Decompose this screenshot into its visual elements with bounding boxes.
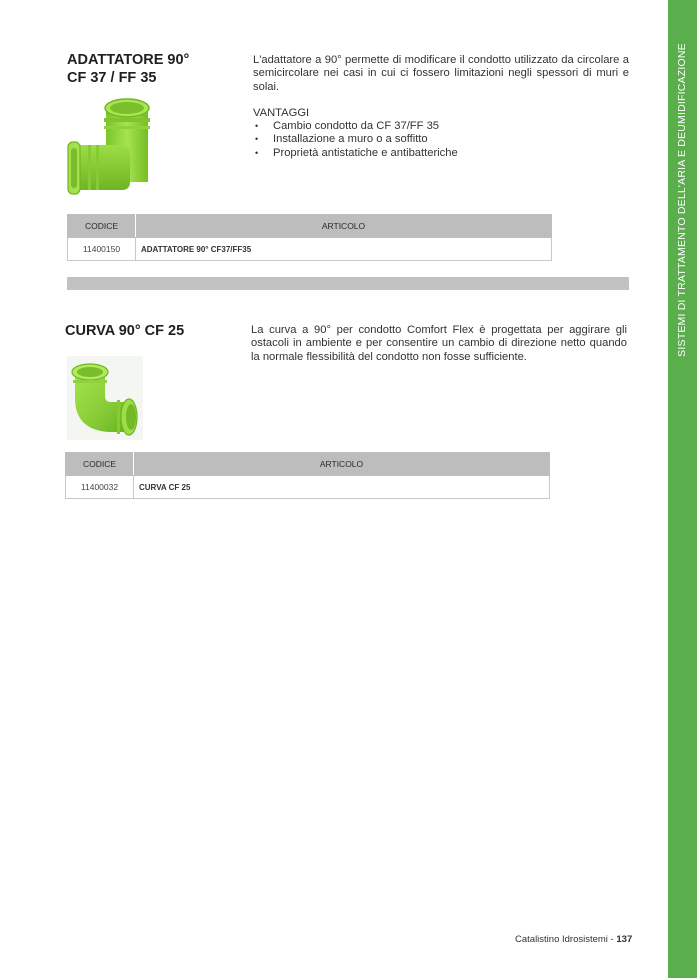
list-item: • Installazione a muro o a soffitto: [253, 133, 629, 146]
table-row: [68, 238, 552, 261]
page-footer: [515, 934, 632, 945]
product1-title-line-1: ADATTATORE 90°: [67, 52, 190, 68]
adapter-90-image: [66, 90, 154, 198]
product2-title: CURVA 90° CF 25: [65, 323, 185, 339]
footer-catalog-name: Catalistino Idrosistemi -: [515, 934, 614, 945]
list-item: • Cambio condotto da CF 37/FF 35: [253, 120, 629, 133]
table-header-row: [68, 215, 552, 238]
column-header-articolo: ARTICOLO: [134, 453, 550, 476]
product1-title-line-2: CF 37 / FF 35: [67, 70, 157, 86]
product1-title: [67, 51, 189, 87]
column-header-codice: CODICE: [68, 215, 136, 238]
product2-table: [65, 452, 550, 499]
table-cell-code: 11400150: [68, 238, 136, 261]
product2-description: La curva a 90° per condotto Comfort Flex è progettata per aggirare gli ostacoli in ambiente e per consentire un cambio di direzione netto quando la normale flessibilità del condotto non fosse sufficiente.: [251, 324, 627, 363]
table-header-row: [66, 453, 550, 476]
product1-advantages-list: [253, 120, 629, 160]
list-item: • Proprietà antistatiche e antibatteriche: [253, 147, 629, 160]
product1-description: L'adattatore a 90° permette di modificare il condotto utilizzato da circolare a semicircolare nei casi in cui ci fossero limitazioni negli spessori di muri e solai.: [253, 54, 629, 93]
column-header-articolo: ARTICOLO: [136, 215, 552, 238]
table-cell-code: 11400032: [66, 476, 134, 499]
table-cell-article: ADATTATORE 90° CF37/FF35: [136, 238, 552, 261]
table-cell-article: CURVA CF 25: [134, 476, 550, 499]
section-divider: [67, 277, 629, 290]
column-header-codice: CODICE: [66, 453, 134, 476]
product1-advantages-title: VANTAGGI: [253, 107, 310, 119]
page-number: 137: [616, 934, 633, 945]
curve-90-image: [67, 356, 143, 440]
table-row: [66, 476, 550, 499]
side-label: SISTEMI DI TRATTAMENTO DELL'ARIA E DEUMIDIFICAZIONE: [676, 43, 688, 357]
product1-table: [67, 214, 552, 261]
